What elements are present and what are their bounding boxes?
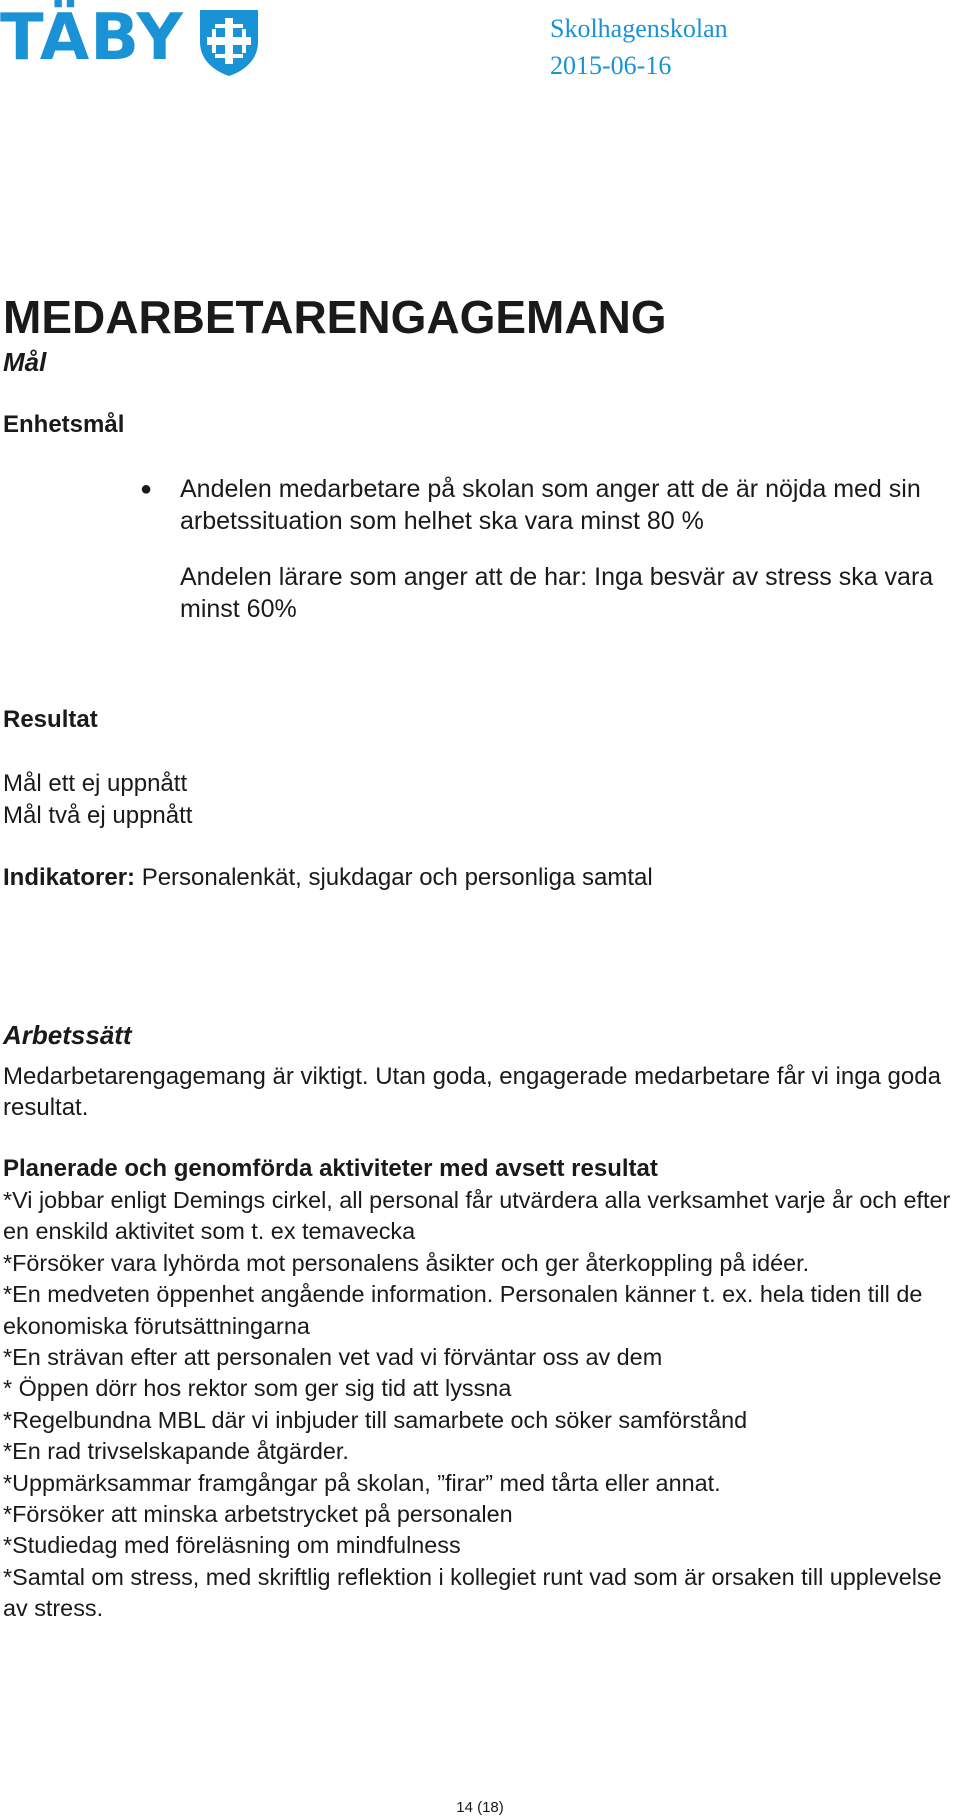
unit-goal-list bbox=[3, 473, 958, 625]
result-line: Mål ett ej uppnått bbox=[3, 770, 188, 797]
unit-goal-heading: Enhetsmål bbox=[3, 411, 125, 438]
activity-item: *Regelbundna MBL där vi inbjuder till samarbete och söker samförstånd bbox=[3, 1406, 748, 1433]
bullet-icon: ● bbox=[140, 478, 153, 500]
unit-goal-item bbox=[3, 561, 958, 625]
school-name: Skolhagenskolan bbox=[550, 14, 728, 43]
activity-item: *Samtal om stress, med skriftlig reflektion i kollegiet runt vad som är orsaken till upplevelse av stress. bbox=[3, 1563, 942, 1622]
page-number: 14 (18) bbox=[456, 1799, 504, 1816]
result-line: Mål två ej uppnått bbox=[3, 802, 193, 829]
arbetssatt-paragraph: Medarbetarengagemang är viktigt. Utan goda, engagerade medarbetare får vi inga goda resultat. bbox=[3, 1063, 941, 1121]
activity-item: *Försöker att minska arbetstrycket på personalen bbox=[3, 1501, 513, 1528]
logo-text: TÄBY bbox=[0, 1, 184, 75]
document-header-info bbox=[550, 10, 728, 84]
indicators-text: Personalenkät, sjukdagar och personliga samtal bbox=[135, 864, 653, 891]
planned-activities-heading: Planerade och genomförda aktiviteter med avsett resultat bbox=[3, 1155, 658, 1182]
activity-item: *Vi jobbar enligt Demings cirkel, all personal får utvärdera alla verksamhet varje år och efter en enskild aktivitet som t. ex temavecka bbox=[3, 1187, 951, 1245]
indicators-line bbox=[3, 864, 653, 892]
document-date: 2015-06-16 bbox=[550, 51, 672, 80]
activity-item: *Studiedag med föreläsning om mindfulness bbox=[3, 1532, 461, 1559]
result-heading: Resultat bbox=[3, 706, 98, 733]
activity-item: *En medveten öppenhet angående information. Personalen känner t. ex. hela tiden till de ekonomiska förutsättningarna bbox=[3, 1281, 923, 1339]
result-list bbox=[3, 768, 192, 832]
activity-item: *Uppmärksammar framgångar på skolan, ”firar” med tårta eller annat. bbox=[3, 1469, 721, 1496]
activity-list bbox=[3, 1185, 958, 1625]
unit-goal-text: Andelen lärare som anger att de har: Inga besvär av stress ska vara minst 60% bbox=[180, 563, 934, 623]
activity-item: * Öppen dörr hos rektor som ger sig tid att lyssna bbox=[3, 1375, 512, 1402]
activity-item: *En rad trivselskapande åtgärder. bbox=[3, 1438, 349, 1465]
arbetssatt-heading: Arbetssätt bbox=[3, 1020, 132, 1050]
shield-cross-icon bbox=[198, 8, 260, 83]
page-title: MEDARBETARENGAGEMANG bbox=[3, 291, 667, 343]
activity-item: *En strävan efter att personalen vet vad vi förväntar oss av dem bbox=[3, 1344, 663, 1371]
taby-logo bbox=[0, 0, 260, 83]
unit-goal-text: Andelen medarbetare på skolan som anger att de är nöjda med sin arbetssituation som helhet ska vara minst 80 % bbox=[180, 475, 921, 535]
indicators-label: Indikatorer: bbox=[3, 864, 136, 891]
goal-heading: Mål bbox=[3, 347, 47, 377]
activity-item: *Försöker vara lyhörda mot personalens åsikter och ger återkoppling på idéer. bbox=[3, 1249, 810, 1276]
unit-goal-item bbox=[3, 473, 958, 537]
